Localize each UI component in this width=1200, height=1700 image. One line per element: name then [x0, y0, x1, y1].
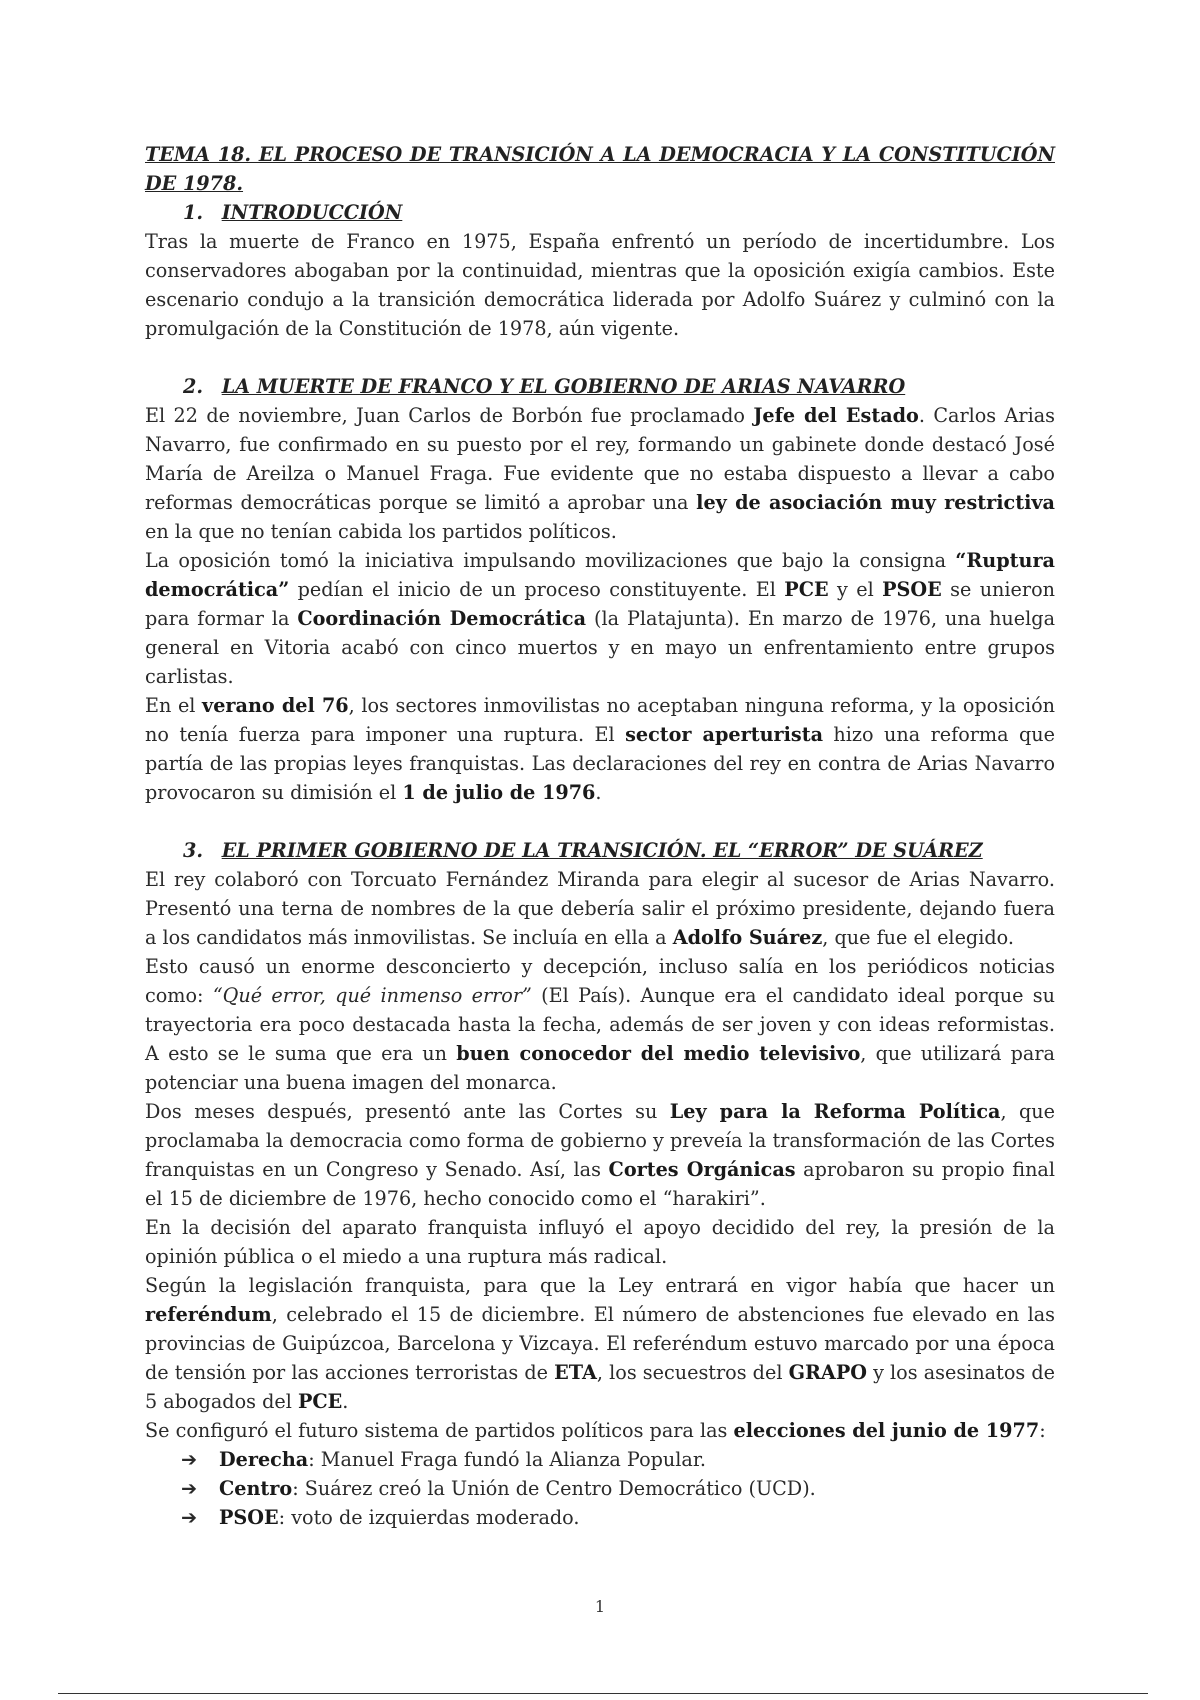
list-item [181, 1503, 1055, 1532]
text-run: , los secuestros del [596, 1361, 789, 1384]
list-item [181, 1474, 1055, 1503]
text-run: se unieron para formar la [145, 578, 1055, 630]
text-run: : [1039, 1419, 1046, 1442]
text-run: hizo una reforma que partía de las propias leyes franquistas. Las declaraciones del rey en contra de Arias Navarro provocaron su dimisión el [145, 723, 1055, 804]
paragraph [145, 1097, 1055, 1213]
arrow-right-icon: ➔ [181, 1477, 198, 1500]
section-body [145, 865, 1055, 1445]
text-run: y los asesinatos de 5 abogados del [145, 1361, 1055, 1413]
bold-text: sector aperturista [625, 723, 824, 746]
section-number: 3. [183, 839, 204, 862]
text-run: , que fue el elegido. [822, 926, 1014, 949]
paragraph [145, 401, 1055, 546]
paragraph [145, 546, 1055, 691]
bold-text: PSOE [882, 578, 942, 601]
text-run: en la que no tenían cabida los partidos políticos. [145, 520, 617, 543]
text-run: En el [145, 694, 203, 717]
list-item-label: Centro [219, 1477, 293, 1500]
bold-text: ETA [554, 1361, 597, 1384]
list-item [181, 1445, 1055, 1474]
italic-quote: “Qué error, qué inmenso error” [212, 984, 532, 1007]
arrow-right-icon: ➔ [181, 1448, 198, 1471]
bold-text: verano del 76 [202, 694, 349, 717]
list-item-text: : voto de izquierdas moderado. [278, 1506, 580, 1529]
bold-text: Ley para la Reforma Política [669, 1100, 1001, 1123]
text-run: pedían el inicio de un proceso constituyente. El [289, 578, 785, 601]
document-page [145, 140, 1055, 1532]
bold-text: PCE [297, 1390, 343, 1413]
bold-text: elecciones del junio de 1977 [733, 1419, 1040, 1442]
text-run: , celebrado el 15 de diciembre. El número de abstenciones fue elevado en las provincias de Guipúzcoa, Barcelona y Vizcaya. El referéndum estuvo marcado por una época de tensión por las acciones terroristas de [145, 1303, 1055, 1384]
bold-text: PCE [784, 578, 829, 601]
section-title: EL PRIMER GOBIERNO DE LA TRANSICIÓN. EL “ERROR” DE SUÁREZ [221, 839, 983, 862]
paragraph [145, 1271, 1055, 1416]
page-number: 1 [594, 1597, 606, 1616]
text-run: . Carlos Arias Navarro, fue confirmado en su puesto por el rey, formando un gabinete donde destacó José María de Areilza o Manuel Fraga. Fue evidente que no estaba dispuesto a llevar a cabo reformas democráticas porque se limitó a aprobar una [145, 404, 1055, 514]
text-run: La oposición tomó la iniciativa impulsando movilizaciones que bajo la consigna [145, 549, 956, 572]
section-number: 2. [183, 375, 204, 398]
text-run: Dos meses después, presentó ante las Cortes su [145, 1100, 670, 1123]
paragraph [145, 1213, 1055, 1271]
text-run: El 22 de noviembre, Juan Carlos de Borbón fue proclamado [145, 404, 754, 427]
party-list [145, 1445, 1055, 1532]
footer-divider [58, 1693, 1148, 1694]
bold-text: 1 de julio de 1976 [402, 781, 596, 804]
text-run: Según la legislación franquista, para que la Ley entrará en vigor había que hacer un [145, 1274, 1055, 1297]
section-heading-introduccion [145, 198, 1055, 227]
list-item-text: : Manuel Fraga fundó la Alianza Popular. [308, 1448, 706, 1471]
text-run: En la decisión del aparato franquista influyó el apoyo decidido del rey, la presión de la opinión pública o el miedo a una ruptura más radical. [145, 1216, 1055, 1268]
text-run: , los sectores inmovilistas no aceptaban ninguna reforma, y la oposición no tenía fuerza para imponer una ruptura. El [145, 694, 1056, 746]
paragraph [145, 865, 1055, 952]
document-title: TEMA 18. EL PROCESO DE TRANSICIÓN A LA DEMOCRACIA Y LA CONSTITUCIÓN DE 1978. [145, 143, 1055, 195]
text-run: El rey colaboró con Torcuato Fernández Miranda para elegir al sucesor de Arias Navarro. Presentó una terna de nombres de la que debería salir el próximo presidente, dejando fuera a los candidatos más inmovilistas. Se incluía en ella a [145, 868, 1055, 949]
paragraph [145, 952, 1055, 1097]
section-heading-muerte-franco [145, 372, 1055, 401]
arrow-right-icon: ➔ [181, 1506, 198, 1529]
text-run: Se configuró el futuro sistema de partidos políticos para las [145, 1419, 734, 1442]
section-body [145, 401, 1055, 807]
bold-text: GRAPO [788, 1361, 867, 1384]
text-run: , que utilizará para potenciar una buena imagen del monarca. [145, 1042, 1055, 1094]
list-item-label: Derecha [219, 1448, 309, 1471]
bold-text: Cortes Orgánicas [608, 1158, 796, 1181]
text-run: Tras la muerte de Franco en 1975, España enfrentó un período de incertidumbre. Los conservadores abogaban por la continuidad, mientras que la oposición exigía cambios. Este escenario condujo a la transición democrática liderada por Adolfo Suárez y culminó con la promulgación de la Constitución de 1978, aún vigente. [145, 230, 1055, 340]
bold-text: Coordinación Democrática [297, 607, 587, 630]
text-run: (la Platajunta). En marzo de 1976, una huelga general en Vitoria acabó con cinco muertos y en mayo un enfrentamiento entre grupos carlistas. [145, 607, 1056, 688]
bold-text: referéndum [145, 1303, 272, 1326]
text-run: y el [828, 578, 883, 601]
paragraph [145, 227, 1055, 343]
paragraph [145, 691, 1055, 807]
section-title: LA MUERTE DE FRANCO Y EL GOBIERNO DE ARIAS NAVARRO [221, 375, 906, 398]
section-number: 1. [183, 201, 204, 224]
paragraph [145, 1416, 1055, 1445]
bold-text: “Ruptura democrática” [145, 549, 1055, 601]
text-run: Esto causó un enorme desconcierto y decepción, incluso salía en los periódicos noticias como: [145, 955, 1055, 1007]
bold-text: ley de asociación muy restrictiva [696, 491, 1055, 514]
section-heading-primer-gobierno [145, 836, 1055, 865]
bold-text: Jefe del Estado [753, 404, 919, 427]
section-body [145, 227, 1055, 343]
text-run: . [595, 781, 602, 804]
list-item-text: : Suárez creó la Unión de Centro Democrático (UCD). [292, 1477, 816, 1500]
section-title: INTRODUCCIÓN [221, 201, 403, 224]
text-run: . [342, 1390, 349, 1413]
bold-text: buen conocedor del medio televisivo [456, 1042, 861, 1065]
text-run: , que proclamaba la democracia como forma de gobierno y preveía la transformación de las Cortes franquistas en un Congreso y Senado. Así, las [145, 1100, 1055, 1181]
list-item-label: PSOE [219, 1506, 279, 1529]
text-run: aprobaron su propio final el 15 de diciembre de 1976, hecho conocido como el “harakiri”. [145, 1158, 1056, 1210]
text-run: (El País). Aunque era el candidato ideal porque su trayectoria era poco destacada hasta la fecha, además de ser joven y con ideas reformistas. A esto se le suma que era un [145, 984, 1056, 1065]
bold-text: Adolfo Suárez [672, 926, 823, 949]
